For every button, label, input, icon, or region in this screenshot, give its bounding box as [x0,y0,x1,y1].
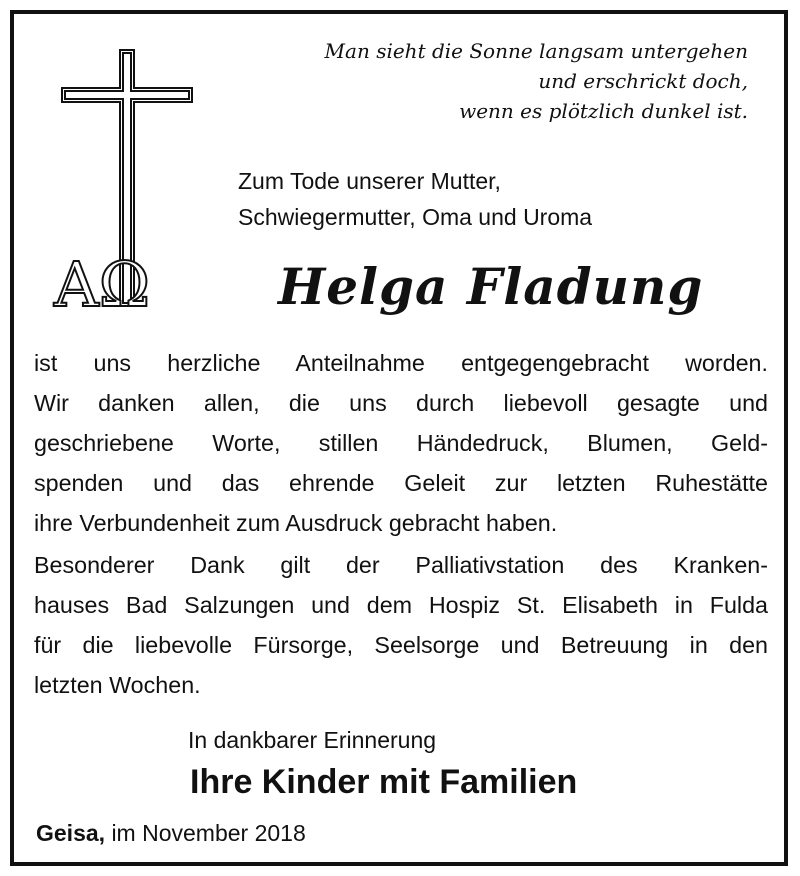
quote-line: wenn es plötzlich dunkel ist. [459,99,748,123]
paragraph-line: geschriebene Worte, stillen Händedruck, Blumen, Geld- [34,430,768,456]
paragraph-line: Wir danken allen, die uns durch liebevoll gesagte und [34,390,768,416]
family-signature: Ihre Kinder mit Familien [190,763,578,801]
intro-line: Schwiegermutter, Oma und Uroma [238,204,593,230]
paragraph-line: spenden und das ehrende Geleit zur letzten Ruhestätte [34,470,768,496]
paragraph-line: letzten Wochen. [34,672,201,698]
symbol-text: AΩ [54,248,151,314]
paragraph-line: ist uns herzliche Anteilnahme entgegengebracht worden. [34,350,768,376]
intro-line: Zum Tode unserer Mutter, [238,168,501,194]
place-date [36,815,306,851]
quote-block [325,36,748,126]
memory-line: In dankbarer Erinnerung [188,727,437,753]
quote-line: Man sieht die Sonne langsam untergehen [324,39,748,63]
paragraph-line: für die liebevolle Fürsorge, Seelsorge und Betreuung in den [34,632,768,658]
thanks-paragraph [34,343,768,543]
paragraph-line: hauses Bad Salzungen und dem Hospiz St. Elisabeth in Fulda [34,592,768,618]
deceased-name: Helga Fladung [278,257,704,316]
intro-text [238,163,592,235]
date: im November 2018 [111,820,306,846]
special-thanks-paragraph [34,545,768,705]
cross-alpha-omega-icon [48,44,208,314]
paragraph-line: Besonderer Dank gilt der Palliativstation des Kranken- [34,552,768,578]
quote-line: und erschrickt doch, [538,69,748,93]
place: Geisa, [36,820,106,846]
paragraph-line: ihre Verbundenheit zum Ausdruck gebracht haben. [34,510,558,536]
